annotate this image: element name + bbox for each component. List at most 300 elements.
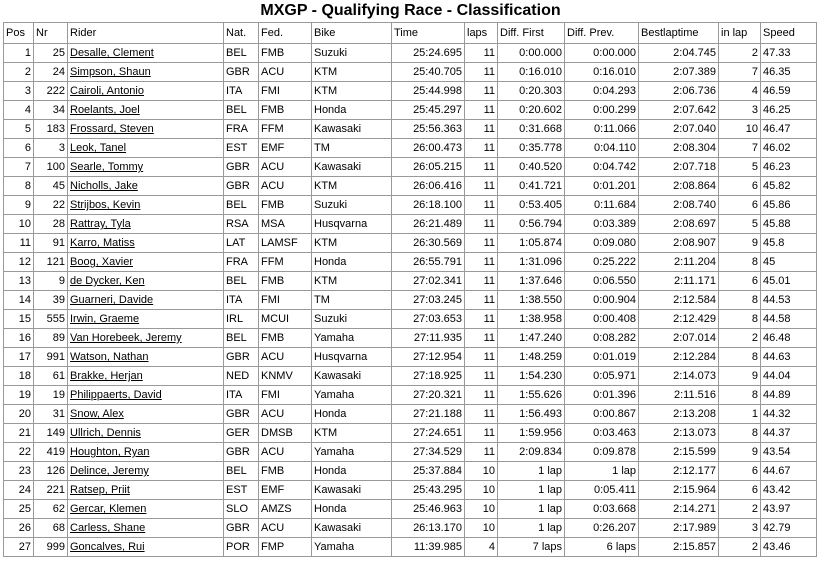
column-header-diff-prev: Diff. Prev. bbox=[565, 23, 639, 44]
cell-fed: EMF bbox=[259, 481, 312, 500]
cell-time: 25:24.695 bbox=[392, 44, 465, 63]
table-row bbox=[4, 139, 817, 158]
cell-diff-first: 0:35.778 bbox=[498, 139, 565, 158]
cell-pos: 18 bbox=[4, 367, 34, 386]
cell-bike: Kawasaki bbox=[312, 120, 392, 139]
cell-bestlaptime: 2:15.964 bbox=[639, 481, 719, 500]
cell-in-lap: 2 bbox=[719, 500, 761, 519]
cell-bestlaptime: 2:14.073 bbox=[639, 367, 719, 386]
cell-laps: 11 bbox=[465, 234, 498, 253]
cell-time: 25:44.998 bbox=[392, 82, 465, 101]
cell-diff-prev: 0:03.389 bbox=[565, 215, 639, 234]
cell-in-lap: 2 bbox=[719, 538, 761, 557]
cell-laps: 11 bbox=[465, 291, 498, 310]
cell-rider[interactable]: Simpson, Shaun bbox=[68, 63, 224, 82]
cell-time: 26:21.489 bbox=[392, 215, 465, 234]
cell-nat: GBR bbox=[224, 519, 259, 538]
cell-diff-prev: 0:04.110 bbox=[565, 139, 639, 158]
cell-fed: FMB bbox=[259, 101, 312, 120]
cell-speed: 43.46 bbox=[761, 538, 817, 557]
cell-bike: Yamaha bbox=[312, 386, 392, 405]
cell-speed: 43.97 bbox=[761, 500, 817, 519]
cell-diff-prev: 0:06.550 bbox=[565, 272, 639, 291]
cell-diff-prev: 0:16.010 bbox=[565, 63, 639, 82]
cell-bestlaptime: 2:08.907 bbox=[639, 234, 719, 253]
cell-time: 25:37.884 bbox=[392, 462, 465, 481]
cell-rider[interactable]: Karro, Matiss bbox=[68, 234, 224, 253]
cell-rider[interactable]: Ratsep, Priit bbox=[68, 481, 224, 500]
table-row bbox=[4, 177, 817, 196]
cell-nr: 9 bbox=[34, 272, 68, 291]
cell-pos: 17 bbox=[4, 348, 34, 367]
cell-laps: 11 bbox=[465, 424, 498, 443]
cell-time: 26:30.569 bbox=[392, 234, 465, 253]
cell-rider[interactable]: Irwin, Graeme bbox=[68, 310, 224, 329]
cell-pos: 6 bbox=[4, 139, 34, 158]
table-row bbox=[4, 329, 817, 348]
cell-bike: Honda bbox=[312, 101, 392, 120]
table-row bbox=[4, 462, 817, 481]
cell-in-lap: 9 bbox=[719, 443, 761, 462]
cell-nr: 126 bbox=[34, 462, 68, 481]
cell-laps: 11 bbox=[465, 120, 498, 139]
cell-fed: FMB bbox=[259, 462, 312, 481]
cell-bike: Yamaha bbox=[312, 443, 392, 462]
cell-speed: 45.82 bbox=[761, 177, 817, 196]
cell-diff-first: 0:56.794 bbox=[498, 215, 565, 234]
cell-speed: 42.79 bbox=[761, 519, 817, 538]
cell-nr: 221 bbox=[34, 481, 68, 500]
cell-in-lap: 8 bbox=[719, 291, 761, 310]
table-row bbox=[4, 481, 817, 500]
cell-nr: 419 bbox=[34, 443, 68, 462]
cell-time: 27:03.653 bbox=[392, 310, 465, 329]
cell-bestlaptime: 2:04.745 bbox=[639, 44, 719, 63]
cell-pos: 2 bbox=[4, 63, 34, 82]
cell-time: 25:56.363 bbox=[392, 120, 465, 139]
cell-diff-first: 1:55.626 bbox=[498, 386, 565, 405]
cell-bike: KTM bbox=[312, 424, 392, 443]
cell-in-lap: 2 bbox=[719, 44, 761, 63]
cell-laps: 11 bbox=[465, 310, 498, 329]
cell-rider[interactable]: Boog, Xavier bbox=[68, 253, 224, 272]
cell-fed: FMB bbox=[259, 44, 312, 63]
cell-nat: BEL bbox=[224, 101, 259, 120]
cell-nr: 45 bbox=[34, 177, 68, 196]
cell-in-lap: 8 bbox=[719, 386, 761, 405]
cell-rider[interactable]: Goncalves, Rui bbox=[68, 538, 224, 557]
cell-laps: 11 bbox=[465, 101, 498, 120]
cell-fed: MSA bbox=[259, 215, 312, 234]
cell-diff-first: 1:59.956 bbox=[498, 424, 565, 443]
table-row bbox=[4, 272, 817, 291]
cell-rider[interactable]: Snow, Alex bbox=[68, 405, 224, 424]
cell-pos: 11 bbox=[4, 234, 34, 253]
cell-diff-first: 0:00.000 bbox=[498, 44, 565, 63]
cell-fed: FMI bbox=[259, 291, 312, 310]
cell-nat: ITA bbox=[224, 291, 259, 310]
cell-in-lap: 8 bbox=[719, 424, 761, 443]
cell-diff-first: 0:53.405 bbox=[498, 196, 565, 215]
cell-nr: 999 bbox=[34, 538, 68, 557]
cell-pos: 3 bbox=[4, 82, 34, 101]
table-row bbox=[4, 101, 817, 120]
cell-bestlaptime: 2:12.177 bbox=[639, 462, 719, 481]
cell-diff-prev: 0:08.282 bbox=[565, 329, 639, 348]
table-header-row bbox=[4, 23, 817, 44]
classification-table bbox=[3, 22, 817, 557]
cell-speed: 44.32 bbox=[761, 405, 817, 424]
cell-rider[interactable]: Searle, Tommy bbox=[68, 158, 224, 177]
cell-nat: IRL bbox=[224, 310, 259, 329]
cell-pos: 19 bbox=[4, 386, 34, 405]
cell-in-lap: 6 bbox=[719, 196, 761, 215]
cell-nat: GBR bbox=[224, 443, 259, 462]
cell-speed: 45.8 bbox=[761, 234, 817, 253]
cell-speed: 44.53 bbox=[761, 291, 817, 310]
cell-fed: FMB bbox=[259, 196, 312, 215]
cell-speed: 44.89 bbox=[761, 386, 817, 405]
cell-diff-prev: 0:04.742 bbox=[565, 158, 639, 177]
cell-nat: BEL bbox=[224, 272, 259, 291]
cell-pos: 4 bbox=[4, 101, 34, 120]
cell-laps: 11 bbox=[465, 386, 498, 405]
cell-bestlaptime: 2:11.171 bbox=[639, 272, 719, 291]
cell-pos: 15 bbox=[4, 310, 34, 329]
cell-laps: 4 bbox=[465, 538, 498, 557]
cell-fed: FFM bbox=[259, 120, 312, 139]
cell-bestlaptime: 2:06.736 bbox=[639, 82, 719, 101]
cell-bike: Suzuki bbox=[312, 44, 392, 63]
cell-diff-first: 0:20.303 bbox=[498, 82, 565, 101]
cell-speed: 46.59 bbox=[761, 82, 817, 101]
cell-pos: 26 bbox=[4, 519, 34, 538]
cell-laps: 11 bbox=[465, 158, 498, 177]
column-header-nr: Nr bbox=[34, 23, 68, 44]
cell-diff-prev: 0:03.463 bbox=[565, 424, 639, 443]
cell-bestlaptime: 2:08.740 bbox=[639, 196, 719, 215]
cell-nat: FRA bbox=[224, 120, 259, 139]
cell-in-lap: 4 bbox=[719, 82, 761, 101]
cell-pos: 14 bbox=[4, 291, 34, 310]
cell-in-lap: 7 bbox=[719, 139, 761, 158]
cell-diff-prev: 6 laps bbox=[565, 538, 639, 557]
cell-bestlaptime: 2:11.204 bbox=[639, 253, 719, 272]
cell-nr: 91 bbox=[34, 234, 68, 253]
cell-rider[interactable]: Nicholls, Jake bbox=[68, 177, 224, 196]
cell-diff-prev: 0:01.019 bbox=[565, 348, 639, 367]
cell-time: 27:21.188 bbox=[392, 405, 465, 424]
cell-laps: 11 bbox=[465, 405, 498, 424]
cell-nat: GBR bbox=[224, 177, 259, 196]
cell-nat: GBR bbox=[224, 158, 259, 177]
column-header-time: Time bbox=[392, 23, 465, 44]
cell-rider[interactable]: Guarneri, Davide bbox=[68, 291, 224, 310]
cell-in-lap: 5 bbox=[719, 158, 761, 177]
cell-rider[interactable]: Frossard, Steven bbox=[68, 120, 224, 139]
cell-fed: EMF bbox=[259, 139, 312, 158]
table-row bbox=[4, 538, 817, 557]
cell-diff-prev: 0:26.207 bbox=[565, 519, 639, 538]
cell-speed: 44.04 bbox=[761, 367, 817, 386]
cell-rider[interactable]: Van Horebeek, Jeremy bbox=[68, 329, 224, 348]
cell-speed: 46.02 bbox=[761, 139, 817, 158]
cell-pos: 23 bbox=[4, 462, 34, 481]
cell-nr: 19 bbox=[34, 386, 68, 405]
cell-laps: 10 bbox=[465, 462, 498, 481]
cell-fed: FMB bbox=[259, 329, 312, 348]
cell-nat: SLO bbox=[224, 500, 259, 519]
cell-rider[interactable]: Houghton, Ryan bbox=[68, 443, 224, 462]
cell-nr: 3 bbox=[34, 139, 68, 158]
cell-rider[interactable]: Desalle, Clement bbox=[68, 44, 224, 63]
cell-fed: FFM bbox=[259, 253, 312, 272]
cell-time: 26:13.170 bbox=[392, 519, 465, 538]
cell-speed: 46.25 bbox=[761, 101, 817, 120]
page-title: MXGP - Qualifying Race - Classification bbox=[260, 2, 561, 19]
cell-bestlaptime: 2:07.014 bbox=[639, 329, 719, 348]
cell-in-lap: 8 bbox=[719, 310, 761, 329]
cell-diff-first: 1:05.874 bbox=[498, 234, 565, 253]
cell-rider[interactable]: Cairoli, Antonio bbox=[68, 82, 224, 101]
cell-bestlaptime: 2:11.516 bbox=[639, 386, 719, 405]
cell-time: 27:20.321 bbox=[392, 386, 465, 405]
cell-nat: LAT bbox=[224, 234, 259, 253]
cell-fed: DMSB bbox=[259, 424, 312, 443]
cell-in-lap: 8 bbox=[719, 348, 761, 367]
cell-time: 25:45.297 bbox=[392, 101, 465, 120]
cell-bestlaptime: 2:12.584 bbox=[639, 291, 719, 310]
cell-nat: ITA bbox=[224, 386, 259, 405]
cell-in-lap: 5 bbox=[719, 215, 761, 234]
cell-bestlaptime: 2:07.040 bbox=[639, 120, 719, 139]
cell-speed: 45 bbox=[761, 253, 817, 272]
cell-nr: 183 bbox=[34, 120, 68, 139]
column-header-in-lap: in lap bbox=[719, 23, 761, 44]
cell-diff-prev: 1 lap bbox=[565, 462, 639, 481]
cell-nr: 31 bbox=[34, 405, 68, 424]
cell-speed: 45.88 bbox=[761, 215, 817, 234]
cell-bestlaptime: 2:13.208 bbox=[639, 405, 719, 424]
cell-pos: 16 bbox=[4, 329, 34, 348]
cell-laps: 11 bbox=[465, 272, 498, 291]
cell-pos: 5 bbox=[4, 120, 34, 139]
cell-speed: 44.37 bbox=[761, 424, 817, 443]
cell-rider[interactable]: Gercar, Klemen bbox=[68, 500, 224, 519]
cell-bike: Honda bbox=[312, 405, 392, 424]
cell-nat: BEL bbox=[224, 44, 259, 63]
table-row bbox=[4, 424, 817, 443]
cell-nat: RSA bbox=[224, 215, 259, 234]
cell-fed: FMB bbox=[259, 272, 312, 291]
cell-bike: KTM bbox=[312, 63, 392, 82]
column-header-fed: Fed. bbox=[259, 23, 312, 44]
cell-time: 27:03.245 bbox=[392, 291, 465, 310]
cell-in-lap: 3 bbox=[719, 519, 761, 538]
cell-pos: 22 bbox=[4, 443, 34, 462]
cell-diff-prev: 0:11.066 bbox=[565, 120, 639, 139]
cell-diff-first: 0:40.520 bbox=[498, 158, 565, 177]
cell-rider[interactable]: Strijbos, Kevin bbox=[68, 196, 224, 215]
cell-pos: 7 bbox=[4, 158, 34, 177]
cell-bestlaptime: 2:07.642 bbox=[639, 101, 719, 120]
cell-time: 27:18.925 bbox=[392, 367, 465, 386]
cell-nr: 61 bbox=[34, 367, 68, 386]
cell-speed: 44.67 bbox=[761, 462, 817, 481]
cell-in-lap: 6 bbox=[719, 272, 761, 291]
cell-fed: MCUI bbox=[259, 310, 312, 329]
cell-rider[interactable]: Carless, Shane bbox=[68, 519, 224, 538]
cell-fed: KNMV bbox=[259, 367, 312, 386]
cell-bestlaptime: 2:12.284 bbox=[639, 348, 719, 367]
cell-pos: 13 bbox=[4, 272, 34, 291]
table-row bbox=[4, 519, 817, 538]
cell-speed: 46.35 bbox=[761, 63, 817, 82]
cell-diff-first: 1:54.230 bbox=[498, 367, 565, 386]
cell-laps: 11 bbox=[465, 82, 498, 101]
cell-in-lap: 6 bbox=[719, 177, 761, 196]
cell-time: 27:11.935 bbox=[392, 329, 465, 348]
cell-bike: TM bbox=[312, 291, 392, 310]
cell-bike: Kawasaki bbox=[312, 158, 392, 177]
cell-bestlaptime: 2:15.599 bbox=[639, 443, 719, 462]
table-row bbox=[4, 291, 817, 310]
cell-nr: 149 bbox=[34, 424, 68, 443]
table-row bbox=[4, 120, 817, 139]
cell-nat: GBR bbox=[224, 63, 259, 82]
cell-nat: POR bbox=[224, 538, 259, 557]
cell-time: 25:43.295 bbox=[392, 481, 465, 500]
cell-nr: 555 bbox=[34, 310, 68, 329]
cell-nat: FRA bbox=[224, 253, 259, 272]
cell-speed: 46.47 bbox=[761, 120, 817, 139]
table-row bbox=[4, 405, 817, 424]
cell-laps: 11 bbox=[465, 443, 498, 462]
cell-fed: ACU bbox=[259, 63, 312, 82]
cell-diff-first: 1:56.493 bbox=[498, 405, 565, 424]
table-row bbox=[4, 253, 817, 272]
cell-in-lap: 6 bbox=[719, 481, 761, 500]
cell-laps: 10 bbox=[465, 481, 498, 500]
table-row bbox=[4, 215, 817, 234]
cell-rider[interactable]: Brakke, Herjan bbox=[68, 367, 224, 386]
cell-diff-first: 1:47.240 bbox=[498, 329, 565, 348]
cell-bestlaptime: 2:07.389 bbox=[639, 63, 719, 82]
cell-laps: 11 bbox=[465, 63, 498, 82]
cell-laps: 11 bbox=[465, 329, 498, 348]
cell-time: 27:24.651 bbox=[392, 424, 465, 443]
cell-diff-prev: 0:00.904 bbox=[565, 291, 639, 310]
cell-time: 26:06.416 bbox=[392, 177, 465, 196]
cell-bike: Honda bbox=[312, 500, 392, 519]
cell-bike: Suzuki bbox=[312, 196, 392, 215]
cell-bike: Kawasaki bbox=[312, 519, 392, 538]
cell-time: 25:46.963 bbox=[392, 500, 465, 519]
cell-time: 27:02.341 bbox=[392, 272, 465, 291]
column-header-bike: Bike bbox=[312, 23, 392, 44]
table-row bbox=[4, 158, 817, 177]
cell-rider[interactable]: Rattray, Tyla bbox=[68, 215, 224, 234]
cell-nr: 34 bbox=[34, 101, 68, 120]
cell-in-lap: 7 bbox=[719, 63, 761, 82]
cell-speed: 45.01 bbox=[761, 272, 817, 291]
cell-bestlaptime: 2:13.073 bbox=[639, 424, 719, 443]
cell-time: 25:40.705 bbox=[392, 63, 465, 82]
cell-diff-first: 1:31.096 bbox=[498, 253, 565, 272]
cell-laps: 11 bbox=[465, 44, 498, 63]
cell-rider[interactable]: Leok, Tanel bbox=[68, 139, 224, 158]
table-row bbox=[4, 367, 817, 386]
cell-bike: Kawasaki bbox=[312, 481, 392, 500]
cell-nat: BEL bbox=[224, 329, 259, 348]
table-row bbox=[4, 196, 817, 215]
column-header-pos: Pos bbox=[4, 23, 34, 44]
cell-bike: Husqvarna bbox=[312, 215, 392, 234]
cell-in-lap: 8 bbox=[719, 253, 761, 272]
cell-diff-first: 0:16.010 bbox=[498, 63, 565, 82]
cell-nat: GER bbox=[224, 424, 259, 443]
cell-bestlaptime: 2:08.697 bbox=[639, 215, 719, 234]
table-row bbox=[4, 443, 817, 462]
cell-rider[interactable]: Roelants, Joel bbox=[68, 101, 224, 120]
cell-in-lap: 9 bbox=[719, 234, 761, 253]
table-row bbox=[4, 234, 817, 253]
cell-speed: 46.23 bbox=[761, 158, 817, 177]
cell-diff-first: 1:37.646 bbox=[498, 272, 565, 291]
cell-bike: KTM bbox=[312, 82, 392, 101]
cell-nr: 24 bbox=[34, 63, 68, 82]
cell-in-lap: 3 bbox=[719, 101, 761, 120]
cell-diff-prev: 0:25.222 bbox=[565, 253, 639, 272]
cell-rider[interactable]: Watson, Nathan bbox=[68, 348, 224, 367]
cell-nat: GBR bbox=[224, 405, 259, 424]
cell-rider[interactable]: Delince, Jeremy bbox=[68, 462, 224, 481]
cell-diff-first: 1:48.259 bbox=[498, 348, 565, 367]
column-header-speed: Speed bbox=[761, 23, 817, 44]
cell-pos: 9 bbox=[4, 196, 34, 215]
cell-pos: 20 bbox=[4, 405, 34, 424]
cell-nat: NED bbox=[224, 367, 259, 386]
table-row bbox=[4, 310, 817, 329]
cell-in-lap: 1 bbox=[719, 405, 761, 424]
cell-diff-prev: 0:04.293 bbox=[565, 82, 639, 101]
cell-in-lap: 6 bbox=[719, 462, 761, 481]
cell-diff-first: 1 lap bbox=[498, 462, 565, 481]
cell-nr: 62 bbox=[34, 500, 68, 519]
cell-laps: 11 bbox=[465, 196, 498, 215]
cell-time: 26:55.791 bbox=[392, 253, 465, 272]
cell-diff-prev: 0:09.878 bbox=[565, 443, 639, 462]
cell-bike: Husqvarna bbox=[312, 348, 392, 367]
cell-fed: LAMSF bbox=[259, 234, 312, 253]
cell-bike: TM bbox=[312, 139, 392, 158]
cell-fed: FMI bbox=[259, 386, 312, 405]
cell-nat: BEL bbox=[224, 462, 259, 481]
cell-pos: 25 bbox=[4, 500, 34, 519]
cell-rider[interactable]: de Dycker, Ken bbox=[68, 272, 224, 291]
cell-nat: EST bbox=[224, 139, 259, 158]
cell-fed: ACU bbox=[259, 158, 312, 177]
cell-rider[interactable]: Philippaerts, David bbox=[68, 386, 224, 405]
cell-nr: 28 bbox=[34, 215, 68, 234]
cell-laps: 11 bbox=[465, 139, 498, 158]
cell-nat: ITA bbox=[224, 82, 259, 101]
cell-rider[interactable]: Ullrich, Dennis bbox=[68, 424, 224, 443]
cell-time: 26:00.473 bbox=[392, 139, 465, 158]
cell-nr: 22 bbox=[34, 196, 68, 215]
cell-bike: Honda bbox=[312, 253, 392, 272]
cell-fed: ACU bbox=[259, 405, 312, 424]
